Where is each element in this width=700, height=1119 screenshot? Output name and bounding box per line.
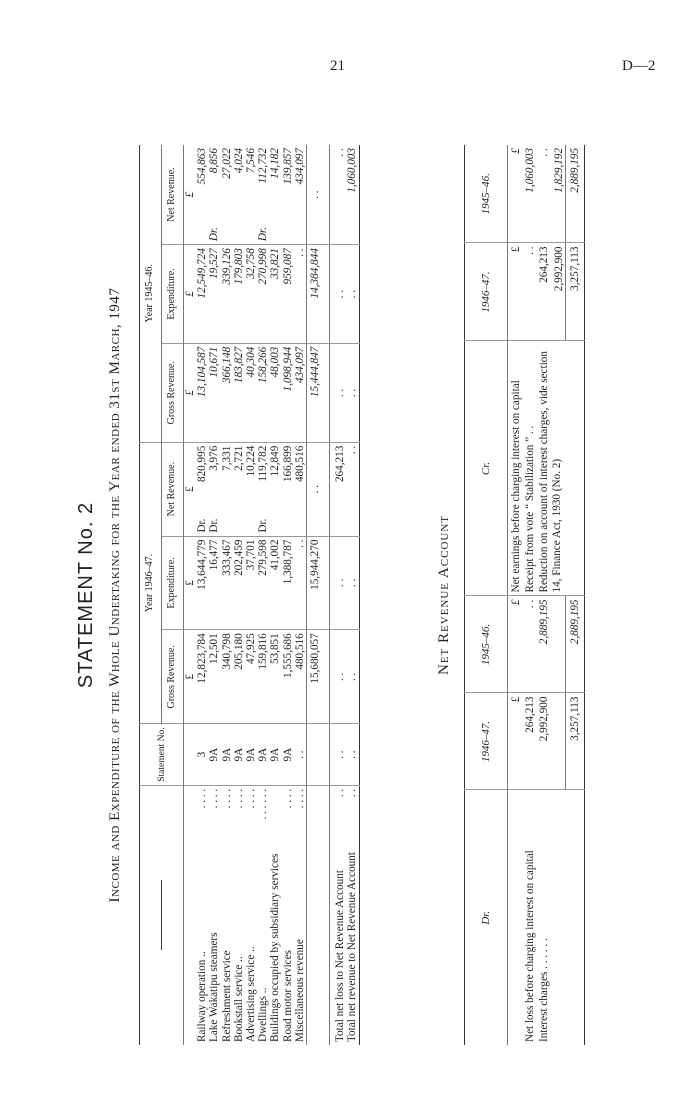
net-revenue-value: 820,995 xyxy=(196,445,209,483)
gross-revenue-1945-46: 13,104,587 xyxy=(196,343,208,442)
net-revenue-1946-47 xyxy=(257,442,269,536)
cr-row-reduction-1945-46: 1,829,192 xyxy=(551,145,566,243)
gross-revenue-1945-46: 158,266 xyxy=(257,343,269,442)
net-revenue-header: Net Revenue. xyxy=(162,145,184,245)
table-row xyxy=(536,145,550,1045)
year-1945-46-header: Year 1945–46. xyxy=(140,145,162,442)
total-expenditure-1945-46: 14,384,844 xyxy=(307,245,324,344)
statement-no-cell: 9A xyxy=(245,724,257,785)
net-revenue-1946-47 xyxy=(208,442,220,536)
leader-dots: . . . . xyxy=(245,788,258,809)
row-label: Road motor services xyxy=(281,950,294,1042)
row-label: Total net revenue to Net Revenue Account xyxy=(346,852,359,1042)
table-row xyxy=(245,145,257,1045)
net-revenue-1946-47 xyxy=(269,442,281,536)
gross-revenue-1945-46: 183,827 xyxy=(233,343,245,442)
row-label: Buildings occupied by subsidiary services xyxy=(269,853,282,1042)
expenditure-1946-47: 202,459 xyxy=(233,536,245,630)
expenditure-1945-46: . . xyxy=(330,245,347,344)
table-row xyxy=(294,145,307,1045)
total-net-revenue-1946-47: . . xyxy=(307,442,324,536)
currency-symbol: £ xyxy=(184,442,197,536)
leader-dots: . . xyxy=(346,788,359,798)
income-expenditure-table xyxy=(139,145,360,1045)
expenditure-1946-47: 16,477 xyxy=(208,536,220,630)
gross-revenue-1946-47: 159,816 xyxy=(257,630,269,724)
totals-row xyxy=(565,145,584,1045)
cr-total-1945-46: 2,889,195 xyxy=(565,145,584,243)
statement-no-cell: 9A xyxy=(269,724,281,785)
cr-row-stabilization-1946-47: 264,213 xyxy=(536,243,550,341)
gross-revenue-header: Gross Revenue. xyxy=(162,630,184,724)
gross-revenue-1945-46: 48,003 xyxy=(269,343,281,442)
currency-symbol: £ xyxy=(184,536,197,630)
statement-no-cell: 9A xyxy=(221,724,233,785)
row-description xyxy=(233,785,245,1045)
net-revenue-1946-47 xyxy=(196,442,208,536)
net-revenue-value: 166,899 xyxy=(281,445,294,483)
net-revenue-1945-46: . . xyxy=(330,145,347,245)
expenditure-1946-47: . . xyxy=(346,536,359,630)
row-label: Railway operation .. xyxy=(196,951,209,1042)
cr-row-reduction: Reduction on account of interest charges, vide section 14, Finance Act, 1930 (No. 2) xyxy=(536,341,565,596)
currency-symbol: £ xyxy=(184,630,197,724)
debit-marker: Dr. xyxy=(196,518,209,533)
gross-revenue-1946-47: 53,851 xyxy=(269,630,281,724)
row-description xyxy=(257,785,269,1045)
row-description xyxy=(330,785,347,1045)
dr-1946-47-header: 1946–47. xyxy=(465,693,508,790)
statement-no-cell: 9A xyxy=(208,724,220,785)
statement-no-cell: . . xyxy=(330,724,347,785)
expenditure-1945-46: 339,126 xyxy=(221,245,233,344)
expenditure-1945-46: 959,087 xyxy=(282,245,294,344)
leader-dots: . . . . xyxy=(196,788,209,809)
statement-no-cell: 9A xyxy=(257,724,269,785)
net-revenue-value: 4,024 xyxy=(232,148,245,174)
row-label: Miscellaneous revenue xyxy=(293,939,306,1042)
currency-row xyxy=(508,145,523,1045)
cr-row-earnings-1945-46: 1,060,003 xyxy=(522,145,536,243)
row-description xyxy=(221,785,233,1045)
page-number: 21 xyxy=(330,58,345,74)
statement-no-header: Statement No. xyxy=(140,724,184,785)
debit-marker: Dr. xyxy=(208,518,221,533)
cr-1946-47-header: 1946–47. xyxy=(465,243,508,341)
gross-revenue-1946-47: 12,823,784 xyxy=(196,630,208,724)
net-revenue-1946-47 xyxy=(282,442,294,536)
gross-revenue-header: Gross Revenue. xyxy=(162,343,184,442)
net-revenue-value: 139,857 xyxy=(281,148,294,185)
net-revenue-1945-46 xyxy=(208,145,220,245)
table-row xyxy=(522,145,536,1045)
table-row xyxy=(196,145,208,1045)
dr-row-interest-1946-47: 2,992,900 xyxy=(536,693,550,790)
net-revenue-account-table xyxy=(464,145,585,1045)
cr-header: Cr. xyxy=(465,341,508,596)
net-revenue-1946-47: 264,213 xyxy=(330,442,347,536)
table-row xyxy=(257,145,269,1045)
currency-symbol: £ xyxy=(184,343,197,442)
leader-dots: . . . . . . xyxy=(257,788,270,820)
net-revenue-1946-47 xyxy=(233,442,245,536)
expenditure-1946-47: 333,467 xyxy=(221,536,233,630)
statement-no-cell: . . xyxy=(346,724,359,785)
net-revenue-value: 27,022 xyxy=(220,148,233,179)
cr-row-stabilization: Receipt from vote “ Stabilization ” . . xyxy=(522,341,536,596)
header-rule xyxy=(161,880,162,950)
gross-revenue-1946-47: 1,555,686 xyxy=(282,630,294,724)
row-description xyxy=(294,785,307,1045)
dr-header: Dr. xyxy=(465,790,508,1045)
income-table-body xyxy=(184,145,360,1045)
currency-symbol: £ xyxy=(508,596,523,693)
expenditure-1945-46: 12,549,724 xyxy=(196,245,208,344)
currency-symbol: £ xyxy=(508,145,523,243)
gross-revenue-1945-46: 366,148 xyxy=(221,343,233,442)
expenditure-header: Expenditure. xyxy=(162,245,184,344)
net-revenue-1945-46 xyxy=(257,145,269,245)
statement-no-cell: . . xyxy=(294,724,307,785)
dr-row-interest: Interest charges . . . . . . xyxy=(538,938,551,1042)
net-revenue-1945-46 xyxy=(196,145,208,245)
dr-total-1946-47: 3,257,113 xyxy=(565,693,584,790)
gross-revenue-1945-46: 434,097 xyxy=(294,343,307,442)
expenditure-1945-46: 179,803 xyxy=(233,245,245,344)
dr-1945-46-header: 1945–46. xyxy=(465,596,508,693)
expenditure-1946-47: 279,598 xyxy=(257,536,269,630)
gross-revenue-1946-47: . . xyxy=(346,630,359,724)
row-label: Total net loss to Net Revenue Account xyxy=(334,870,347,1042)
statement-no-cell: 9A xyxy=(282,724,294,785)
gross-revenue-1946-47: . . xyxy=(330,630,347,724)
net-revenue-value: 119,782 xyxy=(257,445,270,482)
currency-symbol: £ xyxy=(184,245,197,344)
row-description xyxy=(269,785,281,1045)
net-revenue-value: 554,863 xyxy=(196,148,209,185)
statement-no-cell xyxy=(184,724,197,785)
cr-row-earnings-1946-47: . . xyxy=(522,243,536,341)
net-revenue-1946-47 xyxy=(294,442,307,536)
net-revenue-value: 14,182 xyxy=(269,148,282,179)
dr-total-1945-46: 2,889,195 xyxy=(565,596,584,693)
page-code: D—2 xyxy=(622,58,656,74)
gross-revenue-1946-47: 205,180 xyxy=(233,630,245,724)
net-revenue-value: 3,976 xyxy=(208,445,221,471)
net-revenue-value: 12,849 xyxy=(269,445,282,477)
leader-dots: . . xyxy=(334,788,347,798)
cr-row-stabilization-1945-46: . . xyxy=(536,145,550,243)
statement-no-cell xyxy=(307,724,324,785)
expenditure-1945-46: . . xyxy=(346,245,359,344)
expenditure-1946-47: 41,002 xyxy=(269,536,281,630)
statement-subtitle: Income and Expenditure of the Whole Undertaking for the Year ended 31st March, 1947 xyxy=(107,287,123,903)
year-1946-47-header: Year 1946–47. xyxy=(140,442,162,724)
debit-marker: Dr. xyxy=(257,518,270,533)
net-revenue-1945-46: 1,060,003 xyxy=(346,145,359,245)
total-expenditure-1946-47: 15,944,270 xyxy=(307,536,324,630)
net-revenue-value: 7,331 xyxy=(220,445,233,471)
gross-revenue-1945-46: 40,304 xyxy=(245,343,257,442)
net-revenue-value: 434,097 xyxy=(293,148,306,185)
dr-row-interest-1945-46: 2,889,195 xyxy=(536,596,550,693)
statement-title: STATEMENT No. 2 xyxy=(75,501,97,689)
net-revenue-1945-46 xyxy=(245,145,257,245)
net-revenue-account-title: Net Revenue Account xyxy=(436,515,452,675)
cr-row-reduction-1946-47: 2,992,900 xyxy=(551,243,566,341)
expenditure-1945-46: 19,527 xyxy=(208,245,220,344)
row-description xyxy=(245,785,257,1045)
gross-revenue-1945-46: . . xyxy=(330,343,347,442)
expenditure-1946-47: . . xyxy=(294,536,307,630)
gross-revenue-1946-47: 340,798 xyxy=(221,630,233,724)
net-revenue-value: 10,224 xyxy=(245,445,258,477)
description-cell xyxy=(307,785,324,1045)
table-row xyxy=(233,145,245,1045)
expenditure-1946-47: 37,701 xyxy=(245,536,257,630)
row-description xyxy=(208,785,220,1045)
debit-marker: Dr. xyxy=(208,227,221,242)
total-gross-revenue-1945-46: 15,444,847 xyxy=(307,343,324,442)
net-revenue-1946-47 xyxy=(245,442,257,536)
statement-no-cell: 9A xyxy=(233,724,245,785)
net-revenue-value: 7,546 xyxy=(245,148,258,174)
currency-symbol: £ xyxy=(184,145,197,245)
net-revenue-value: 8,856 xyxy=(208,148,221,174)
net-revenue-1946-47 xyxy=(221,442,233,536)
gross-revenue-1945-46: 10,671 xyxy=(208,343,220,442)
table-row xyxy=(208,145,220,1045)
table-row xyxy=(282,145,294,1045)
row-label: Advertising service .. xyxy=(245,946,258,1042)
expenditure-1946-47: 1,388,787 xyxy=(282,536,294,630)
row-label: Lake Wakatipu steamers xyxy=(208,932,221,1042)
dr-row-net-loss-1946-47: 264,213 xyxy=(522,693,536,790)
net-transfer-row xyxy=(330,145,347,1045)
gross-revenue-1946-47: 12,501 xyxy=(208,630,220,724)
gross-revenue-1945-46: . . xyxy=(346,343,359,442)
expenditure-1946-47: 13,644,779 xyxy=(196,536,208,630)
row-label: Dwellings .. xyxy=(257,987,270,1042)
dr-row-net-loss: Net loss before charging interest on capital xyxy=(524,850,537,1042)
expenditure-1945-46: . . xyxy=(294,245,307,344)
row-label: Refreshment service xyxy=(220,950,233,1042)
total-gross-revenue-1946-47: 15,680,057 xyxy=(307,630,324,724)
expenditure-1945-46: 32,758 xyxy=(245,245,257,344)
debit-marker: Dr. xyxy=(257,227,270,242)
leader-dots: . . . . xyxy=(281,788,294,809)
description-header xyxy=(140,785,184,1045)
leader-dots: . . . . xyxy=(208,788,221,809)
leader-dots: . . . . xyxy=(293,788,306,809)
gross-revenue-1945-46: 1,098,944 xyxy=(282,343,294,442)
currency-row xyxy=(184,145,197,1045)
net-revenue-value: 112,732 xyxy=(257,148,270,184)
statement-no-cell: 3 xyxy=(196,724,208,785)
currency-symbol: £ xyxy=(508,693,523,790)
description-cell xyxy=(184,785,197,1045)
leader-dots: . . . . xyxy=(232,788,245,809)
table-row xyxy=(269,145,281,1045)
dr-row-net-loss-1945-46: . . xyxy=(522,596,536,693)
expenditure-header: Expenditure. xyxy=(162,536,184,630)
net-revenue-1946-47: . . xyxy=(346,442,359,536)
expenditure-1945-46: 270,998 xyxy=(257,245,269,344)
totals-row xyxy=(307,145,324,1045)
net-transfer-row xyxy=(346,145,359,1045)
net-revenue-value: 2,721 xyxy=(232,445,245,471)
total-net-revenue-1945-46: . . xyxy=(307,145,324,245)
gross-revenue-1946-47: 480,516 xyxy=(294,630,307,724)
row-description xyxy=(346,785,359,1045)
row-label: Bookstall service .. xyxy=(232,956,245,1042)
net-revenue-1945-46 xyxy=(269,145,281,245)
net-revenue-header: Net Revenue. xyxy=(162,442,184,536)
gross-revenue-1946-47: 47,925 xyxy=(245,630,257,724)
row-description xyxy=(196,785,208,1045)
net-revenue-value: 480,516 xyxy=(293,445,306,483)
net-revenue-1945-46 xyxy=(294,145,307,245)
cr-total-1946-47: 3,257,113 xyxy=(565,243,584,341)
rotated-statement-page xyxy=(70,135,690,1055)
table-row xyxy=(221,145,233,1045)
net-revenue-1945-46 xyxy=(282,145,294,245)
expenditure-1945-46: 33,821 xyxy=(269,245,281,344)
cr-row-earnings: Net earnings before charging interest on capital xyxy=(508,341,523,596)
net-revenue-1945-46 xyxy=(233,145,245,245)
cr-1945-46-header: 1945–46. xyxy=(465,145,508,243)
currency-symbol: £ xyxy=(508,243,523,341)
expenditure-1946-47: . . xyxy=(330,536,347,630)
row-description xyxy=(282,785,294,1045)
net-revenue-1945-46 xyxy=(221,145,233,245)
leader-dots: . . . . xyxy=(220,788,233,809)
